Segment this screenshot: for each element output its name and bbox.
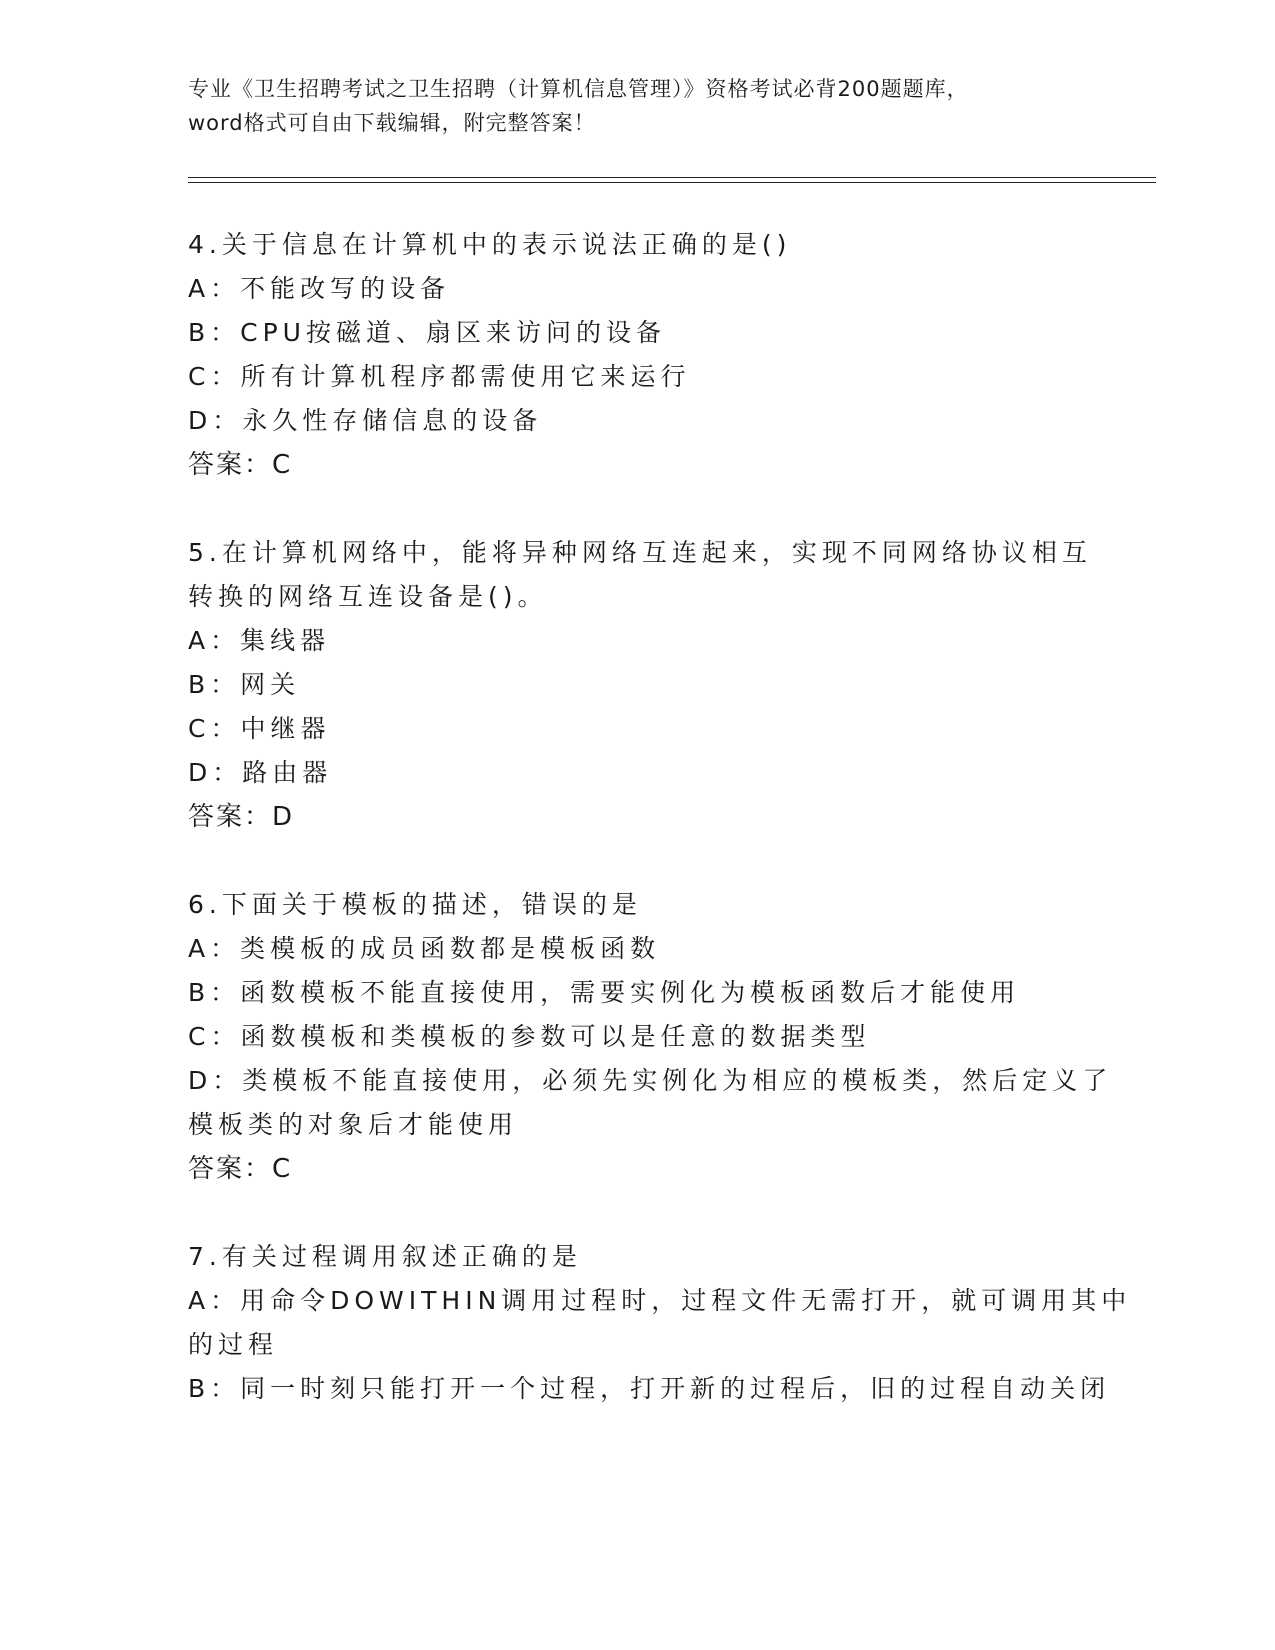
answer-label: 答案：C: [188, 450, 293, 480]
option-d: D：永久性存储信息的设备: [188, 406, 543, 435]
option-d: D：路由器: [188, 758, 333, 787]
answer-label: 答案：C: [188, 1154, 293, 1184]
option-d: D：类模板不能直接使用，必须先实例化为相应的模板类，然后定义了: [188, 1066, 1113, 1095]
header-divider: [188, 177, 1156, 178]
option-c: C：函数模板和类模板的参数可以是任意的数据类型: [188, 1022, 871, 1051]
option-b: B：函数模板不能直接使用，需要实例化为模板函数后才能使用: [188, 978, 1021, 1007]
option-b: B：CPU按磁道、扇区来访问的设备: [188, 318, 666, 347]
question-stem: 6.下面关于模板的描述，错误的是: [188, 890, 642, 919]
document-header: [188, 72, 1088, 140]
option-d: 模板类的对象后才能使用: [188, 1110, 519, 1139]
question-stem: 转换的网络互连设备是()。: [188, 582, 548, 611]
option-b: B：网关: [188, 670, 301, 699]
header-line: 专业《卫生招聘考试之卫生招聘（计算机信息管理）》资格考试必背200题题库，: [188, 77, 969, 101]
question-stem: 5.在计算机网络中，能将异种网络互连起来，实现不同网络协议相互: [188, 538, 1092, 567]
option-c: C：中继器: [188, 714, 331, 743]
option-b: B：同一时刻只能打开一个过程，打开新的过程后，旧的过程自动关闭: [188, 1374, 1111, 1403]
option-c: C：所有计算机程序都需使用它来运行: [188, 362, 691, 391]
answer-label: 答案：D: [188, 802, 295, 832]
question-stem: 4.关于信息在计算机中的表示说法正确的是(): [188, 230, 792, 259]
header-line: word格式可自由下载编辑，附完整答案！: [188, 111, 596, 135]
option-a: 的过程: [188, 1330, 279, 1359]
question-stem: 7.有关过程调用叙述正确的是: [188, 1242, 582, 1271]
option-a: A：不能改写的设备: [188, 274, 451, 303]
option-a: A：集线器: [188, 626, 331, 655]
header-divider: [188, 182, 1156, 183]
option-a: A：用命令DOWITHIN调用过程时，过程文件无需打开，就可调用其中: [188, 1286, 1132, 1315]
option-a: A：类模板的成员函数都是模板函数: [188, 934, 661, 963]
